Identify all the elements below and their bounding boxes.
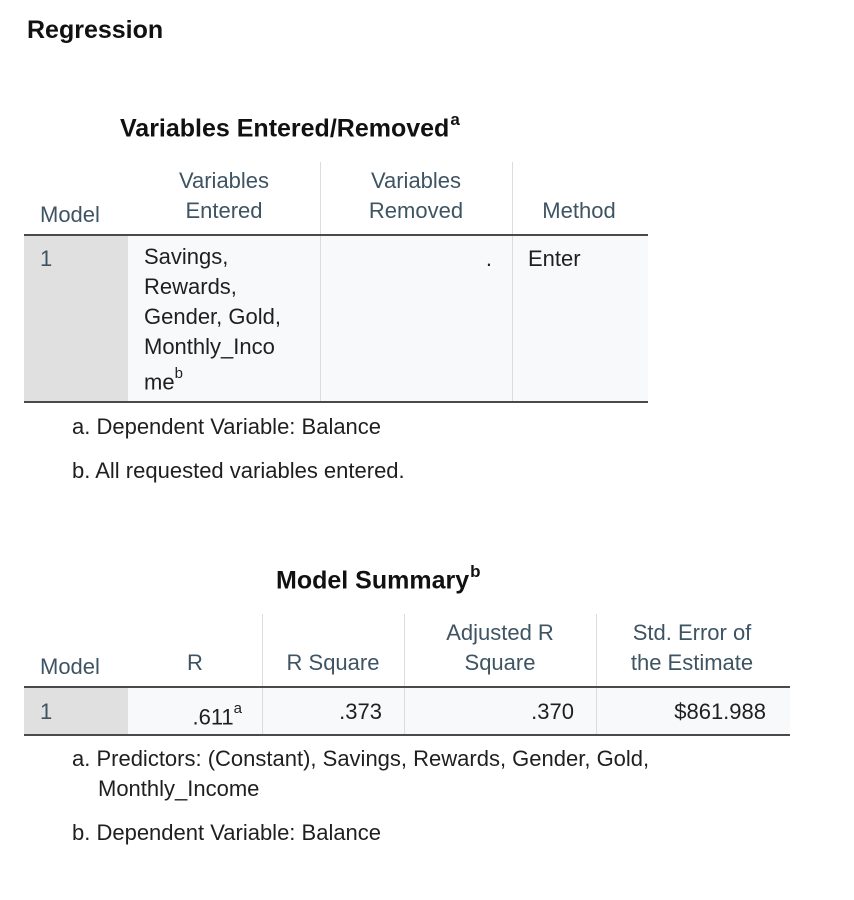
col-header-r: R [187,650,203,675]
removed-cell: . [485,246,492,271]
footnote: a. Dependent Variable: Balance [72,414,382,439]
footnote: b. Dependent Variable: Balance [72,820,382,845]
col-header-entered: Variables Entered [178,168,270,223]
col-header-rsquare: R Square [286,650,380,675]
entered-cell: Savings, Rewards, Gender, Gold, Monthly_Inco $me^b$ [144,244,281,395]
bottom-rule [24,401,648,403]
footnote: b. All requested variables entered. [72,458,405,483]
method-cell: Enter [528,246,581,271]
section-heading: Regression [27,16,164,44]
col-header-adjusted: Adjusted R Square [446,620,554,675]
r-cell: .611$^a$ [192,700,242,730]
std-error-cell: $861.988 [674,699,766,724]
rsquare-cell: .373 [339,699,382,724]
row-model: 1 [40,699,53,724]
col-header-removed: Variables Removed [368,168,464,223]
bottom-rule [24,734,790,736]
col-header-model: Model [40,654,100,679]
footnote: Monthly_Income [98,776,260,801]
footnote: a. Predictors: (Constant), Savings, Rewards, Gender, Gold, [72,746,650,771]
adjusted-cell: .370 [531,699,574,724]
table-title: Model Summary$^b$ [276,562,481,595]
row-model: 1 [40,246,53,271]
col-header-method: Method [542,198,616,223]
col-header-model: Model [40,202,100,227]
column-divider [512,236,513,402]
table-title: Variables Entered/Removed$^a$ [120,110,460,143]
col-header-std-error: Std. Error of the Estimate [630,620,754,675]
